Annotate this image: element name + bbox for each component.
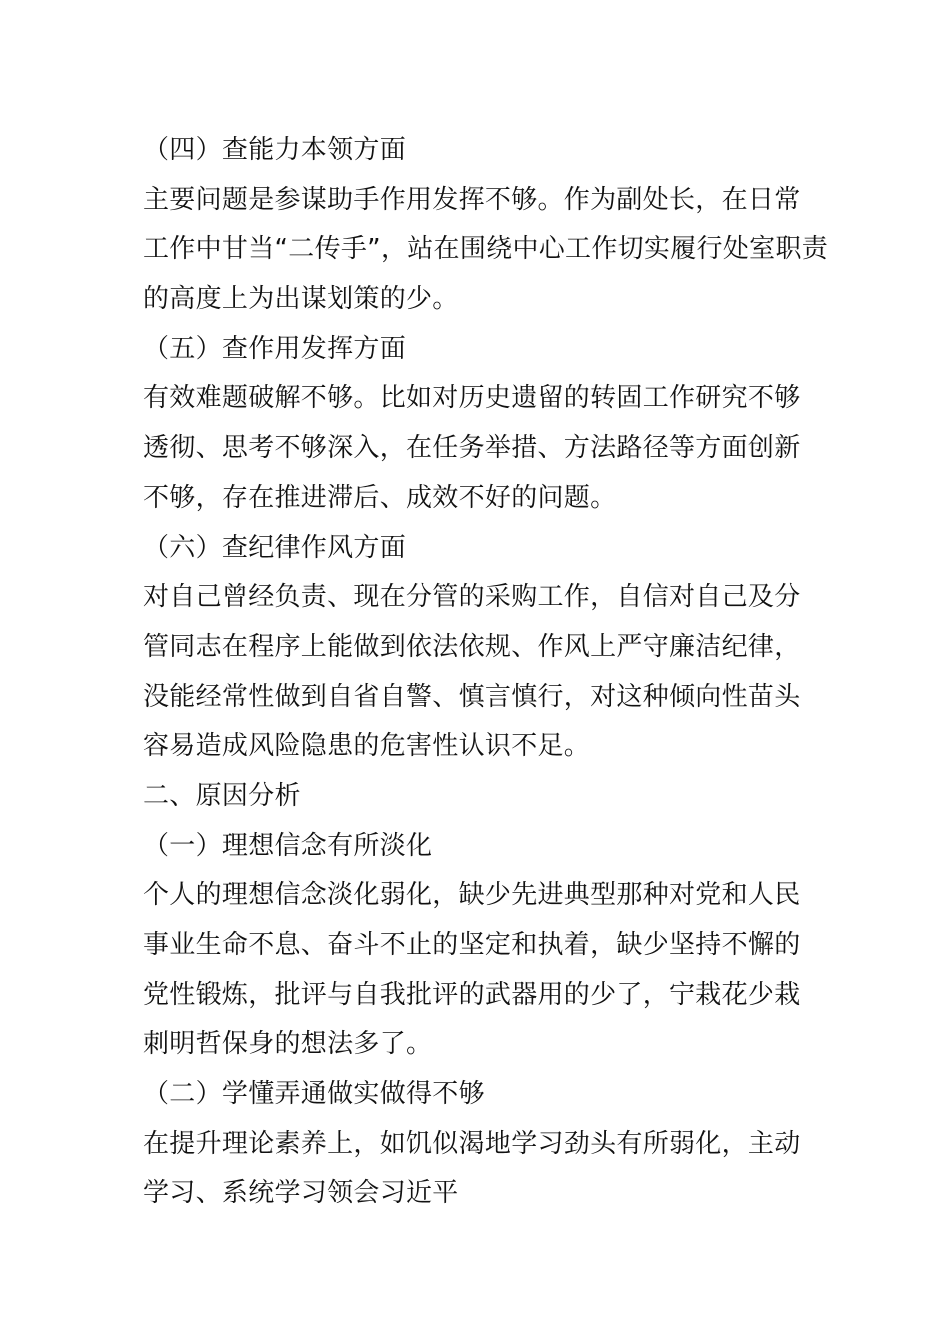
section-heading-5: （五）查作用发挥方面	[143, 333, 407, 364]
section-heading-4: （四）查能力本领方面	[143, 135, 407, 165]
paragraph-line: 事业生命不息、奋斗不止的坚定和执着，缺少坚持不懈的	[143, 930, 801, 960]
paragraph-line: 主要问题是参谋助手作用发挥不够。作为副处长，在日常	[143, 184, 801, 215]
paragraph-line: 容易造成风险隐患的危害性认识不足。	[143, 731, 591, 762]
paragraph-line: 个人的理想信念淡化弱化，缺少先进典型那种对党和人民	[143, 880, 801, 911]
paragraph-line: 没能经常性做到自省自警、慎言慎行，对这种倾向性苗头	[143, 681, 801, 712]
paragraph-line: 的高度上为出谋划策的少。	[143, 284, 459, 315]
paragraph-line: 对自己曾经负责、现在分管的采购工作，自信对自己及分	[143, 582, 801, 613]
section-heading-2: （二）学懂弄通做实做得不够	[143, 1079, 485, 1110]
paragraph-line: 有效难题破解不够。比如对历史遗留的转固工作研究不够	[143, 383, 801, 414]
paragraph-line: 党性锻炼，批评与自我批评的武器用的少了，宁栽花少栽	[143, 979, 801, 1010]
paragraph-line: 不够，存在推进滞后、成效不好的问题。	[143, 482, 617, 513]
section-heading-6: （六）查纪律作风方面	[143, 532, 407, 563]
section-heading-1: （一）理想信念有所淡化	[143, 830, 433, 861]
paragraph-line: 在提升理论素养上，如饥似渴地学习劲头有所弱化，主动	[143, 1128, 801, 1159]
document-body	[143, 126, 829, 1219]
paragraph-line: 管同志在程序上能做到依法依规、作风上严守廉洁纪律，	[143, 631, 801, 662]
paragraph-line: 透彻、思考不够深入，在任务举措、方法路径等方面创新	[143, 433, 801, 464]
paragraph-line: 学习、系统学习领会习近平	[143, 1178, 459, 1209]
paragraph-line: 工作中甘当“二传手”，站在围绕中心工作切实履行处室职责	[143, 234, 829, 265]
paragraph-line: 刺明哲保身的想法多了。	[143, 1029, 433, 1060]
chapter-heading-2: 二、原因分析	[143, 780, 301, 811]
